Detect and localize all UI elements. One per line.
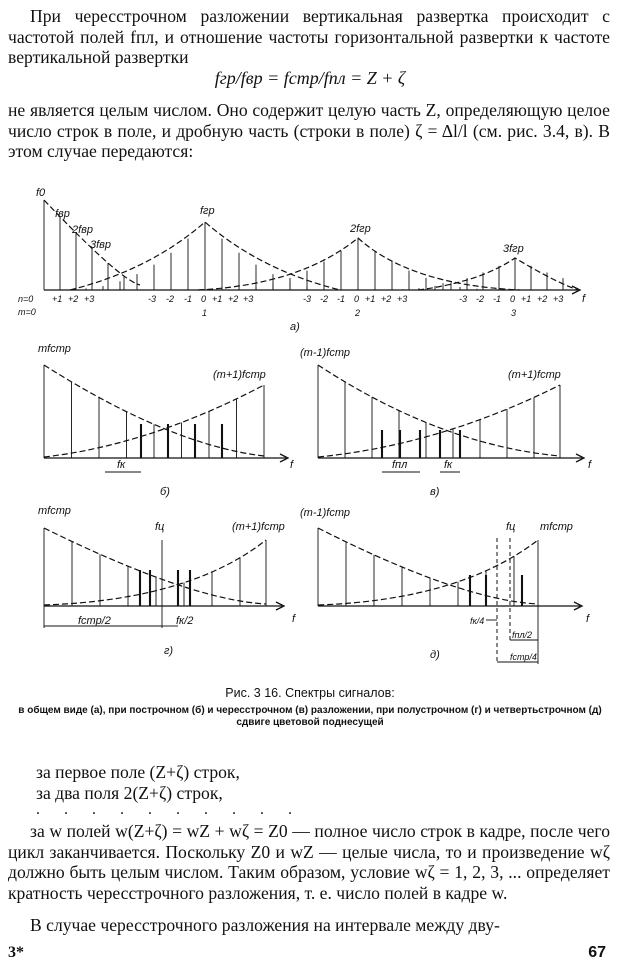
label-d-right: mfстр — [540, 521, 573, 533]
tick: +3 — [553, 294, 564, 304]
label-m: m=0 — [18, 307, 36, 317]
label-3fvr: 3fвр — [90, 239, 112, 251]
label-b-left: mfстр — [38, 343, 71, 355]
figure-caption-body: в общем виде (а), при построчном (б) и чересстрочном (в) разложении, при полустрочном (г) и четвертьстрочном (д) сдвиге цветовой поднесущей — [18, 705, 602, 728]
tick: -2 — [476, 294, 485, 304]
label-g-left: mfстр — [38, 505, 71, 517]
label-m1: 1 — [202, 308, 208, 318]
panel-b-spectral-lines — [72, 382, 237, 458]
label-b-right: (m+1)fстр — [213, 369, 266, 381]
paragraph-1: При чересстрочном разложении вертикальная развертка происходит с частотой полей fпл, и отношение частоты горизонтальной развертки к частоте вертикальной развертки — [8, 6, 610, 68]
label-fvr: fвр — [55, 208, 70, 220]
label-v-right: (m+1)fстр — [508, 369, 561, 381]
label-f-a: f — [582, 293, 586, 305]
tick-a2: +2 — [68, 294, 79, 304]
formula: fгр/fвр = fстр/fпл = Z + ζ — [214, 68, 406, 88]
envelope-g1 — [44, 528, 266, 604]
label-m2: 2 — [355, 308, 361, 318]
label-fpl-v: fпл — [392, 459, 408, 471]
panel-b — [38, 343, 294, 498]
tick: +2 — [381, 294, 392, 304]
paragraph-4: В случае чересстрочного разложения на интервале между дву- — [30, 915, 500, 935]
tick: +1 — [365, 294, 376, 304]
tick: +2 — [537, 294, 548, 304]
label-g-fc: fц — [155, 521, 165, 533]
label-f-v: f — [588, 459, 592, 471]
panel-a-spectral-lines — [44, 200, 563, 290]
panel-v-spectral-lines — [345, 382, 534, 458]
envelope-3fgr — [418, 258, 578, 290]
ticks-group-2 — [303, 294, 407, 304]
paragraph-3: за w полей w(Z+ζ) = wZ + wζ = Z0 — полное число строк в кадре, после чего цикл заканчивается. Поскольку Z0 и wZ — целые числа, то и произведение wζ должно быть целым числом. Таким образом, условие wζ = 1, 2, 3, ... определяет кратность чересстрочного разложения, т. е. число полей в кадре w. — [8, 821, 610, 903]
tick: 0 — [510, 294, 516, 304]
tick: 0 — [201, 294, 207, 304]
panel-b-label: б) — [160, 486, 170, 498]
label-2fvr: 2fвр — [72, 224, 94, 236]
label-fk-v: fк — [444, 459, 453, 471]
label-fstr4-d: fстр/4 — [510, 652, 537, 662]
label-fgr: fгр — [200, 205, 215, 217]
label-m3: 3 — [511, 308, 517, 318]
label-2fgr: 2fгр — [350, 223, 371, 235]
tick: +3 — [243, 294, 254, 304]
line-first-field: за первое поле (Z+ζ) строк, — [36, 762, 240, 782]
tick: -2 — [166, 294, 175, 304]
label-v-left: (m-1)fстр — [300, 347, 350, 359]
tick: -3 — [303, 294, 312, 304]
tick: +3 — [397, 294, 408, 304]
label-f0: f0 — [36, 187, 46, 199]
tick: -3 — [148, 294, 157, 304]
envelope-2fgr — [198, 238, 520, 290]
tick: -1 — [493, 294, 502, 304]
label-d-fc: fц — [506, 521, 516, 533]
label-f-d: f — [586, 613, 590, 625]
panel-g-spectral-lines — [72, 541, 240, 606]
label-fpl2-d: fпл/2 — [512, 630, 533, 640]
page-number: 67 — [588, 944, 606, 961]
tick: -1 — [337, 294, 346, 304]
tick: -2 — [320, 294, 329, 304]
paragraph-2: не является целым числом. Оно содержит целую часть Z, определяющую целое число строк в поле, и дробную часть (строки в поле) ζ = Δl/l (см. рис. 3.4, в). В этом случае передаются: — [8, 100, 610, 162]
label-fstr2-g: fстр/2 — [78, 615, 111, 627]
tick-a1: +1 — [52, 294, 63, 304]
panel-d-spectral-lines — [346, 542, 522, 606]
ticks-group-1 — [148, 294, 253, 304]
tick: -3 — [459, 294, 468, 304]
label-d-left: (m-1)fстр — [300, 507, 350, 519]
tick: +2 — [228, 294, 239, 304]
ellipsis-row: . . . . . . . . . . — [36, 801, 302, 818]
panel-v-label: в) — [430, 486, 440, 498]
tick: -1 — [184, 294, 193, 304]
line-two-fields: за два поля 2(Z+ζ) строк, — [36, 783, 223, 803]
ticks-group-3 — [459, 294, 563, 304]
label-fk4-d: fк/4 — [470, 616, 485, 626]
label-n: n=0 — [18, 294, 34, 304]
label-fk2-g: fк/2 — [176, 615, 194, 627]
tick: +1 — [521, 294, 532, 304]
panel-g-label: г) — [164, 645, 174, 657]
tick: 0 — [354, 294, 360, 304]
panel-v — [300, 347, 592, 498]
label-fk-b: fк — [117, 459, 126, 471]
label-3fgr: 3fгр — [503, 243, 524, 255]
label-f-g: f — [292, 613, 296, 625]
panel-a — [18, 187, 586, 333]
signature-mark: 3* — [8, 944, 24, 961]
envelope-d2 — [318, 540, 538, 605]
tick-a3: +3 — [84, 294, 95, 304]
envelope-d1 — [318, 528, 538, 604]
figure-caption-title: Рис. 3 16. Спектры сигналов: — [225, 686, 395, 700]
panel-a-label: а) — [290, 321, 300, 333]
label-g-right: (m+1)fстр — [232, 521, 285, 533]
label-f-b: f — [290, 459, 294, 471]
panel-d-label: д) — [430, 649, 440, 661]
tick: +1 — [212, 294, 223, 304]
panel-d — [300, 507, 590, 664]
panel-g — [38, 505, 296, 657]
envelope-g2 — [44, 540, 266, 605]
